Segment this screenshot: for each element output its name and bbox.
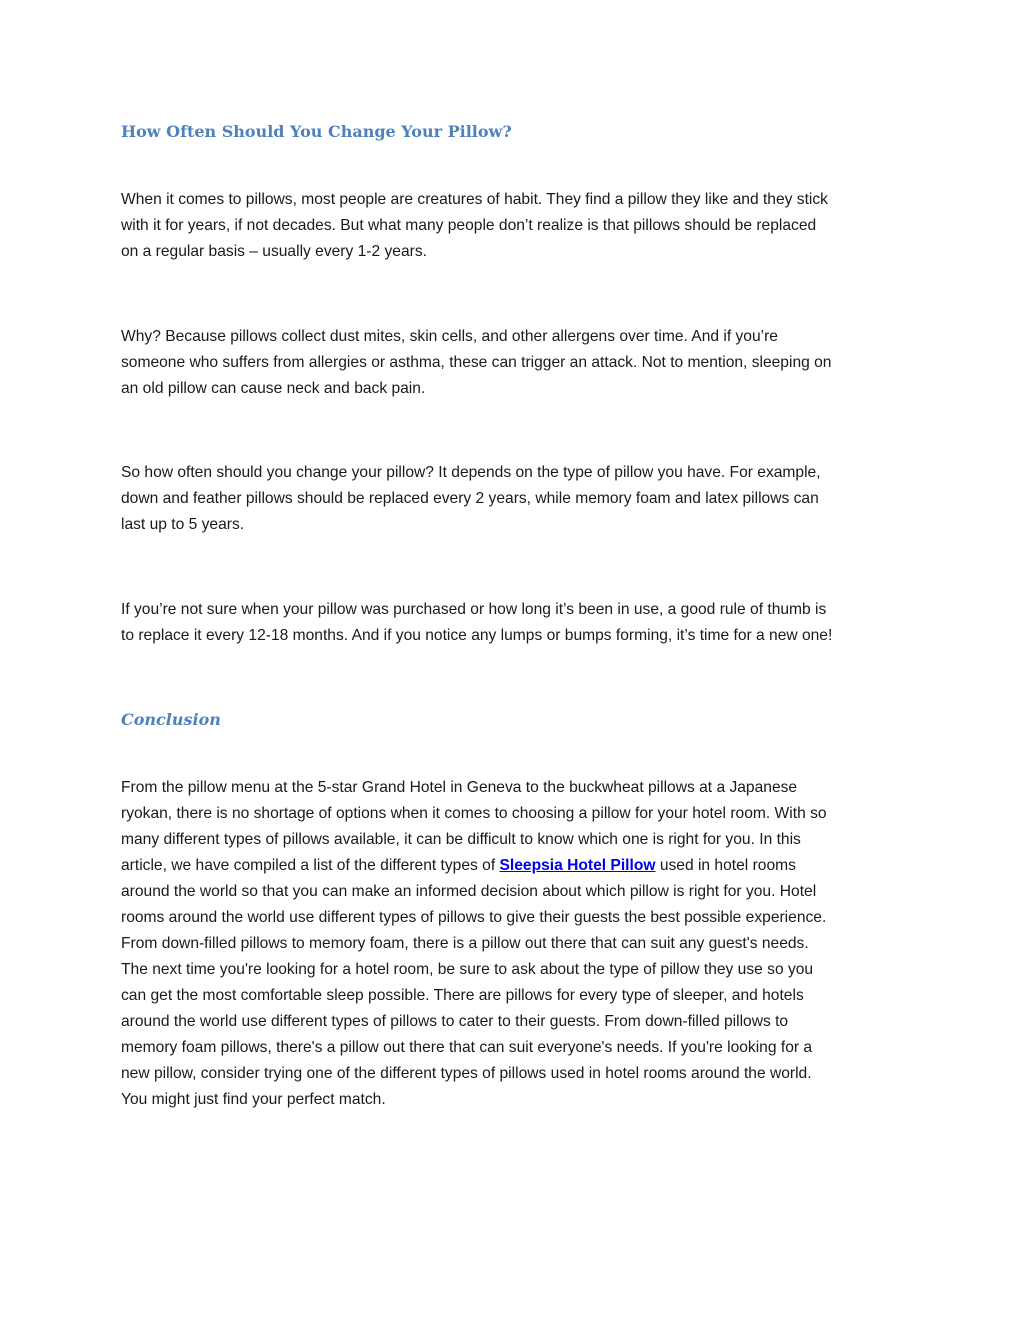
text-line: From down-filled pillows to memory foam, there is a pillow out there that can suit any guest's needs. (121, 935, 809, 952)
text-line: many different types of pillows available, it can be difficult to know which one is right for you. In this (121, 831, 801, 848)
text-line-with-link (121, 853, 911, 879)
sleepsia-hotel-pillow-link[interactable]: Sleepsia Hotel Pillow (499, 857, 656, 874)
article-title: How Often Should You Change Your Pillow? (121, 122, 512, 141)
paragraph-rule-of-thumb (121, 597, 911, 649)
text-line: You might just find your perfect match. (121, 1091, 386, 1108)
text-line: When it comes to pillows, most people are creatures of habit. They find a pillow they like and they stick (121, 191, 828, 208)
text-line: memory foam pillows, there's a pillow out there that can suit everyone's needs. If you're looking for a (121, 1039, 813, 1056)
text-line: ryokan, there is no shortage of options when it comes to choosing a pillow for your hotel room. With so (121, 805, 827, 822)
text-line: last up to 5 years. (121, 516, 245, 533)
text-line: can get the most comfortable sleep possible. There are pillows for every type of sleeper, and hotels (121, 987, 804, 1004)
text-line: around the world use different types of pillows to cater to their guests. From down-filled pillows to (121, 1013, 789, 1030)
text-line: If you’re not sure when your pillow was purchased or how long it’s been in use, a good rule of thumb is (121, 601, 827, 618)
text-line: an old pillow can cause neck and back pain. (121, 380, 426, 397)
text-line: The next time you're looking for a hotel room, be sure to ask about the type of pillow they use so you (121, 961, 814, 978)
link-suffix-text: used in hotel rooms (655, 857, 796, 874)
conclusion-heading: Conclusion (121, 710, 221, 729)
text-line: down and feather pillows should be replaced every 2 years, while memory foam and latex pillows can (121, 490, 819, 507)
text-line: So how often should you change your pillow? It depends on the type of pillow you have. For example, (121, 464, 821, 481)
paragraph-conclusion (121, 775, 911, 1113)
text-line: someone who suffers from allergies or asthma, these can trigger an attack. Not to mention, sleeping on (121, 354, 832, 371)
text-line: From the pillow menu at the 5-star Grand Hotel in Geneva to the buckwheat pillows at a Japanese (121, 779, 798, 796)
text-line: with it for years, if not decades. But what many people don’t realize is that pillows should be replaced (121, 217, 817, 234)
text-line: new pillow, consider trying one of the different types of pillows used in hotel rooms around the world. (121, 1065, 812, 1082)
text-line: Why? Because pillows collect dust mites, skin cells, and other allergens over time. And if you’re (121, 328, 778, 345)
paragraph-why (121, 324, 911, 402)
paragraph-how-often (121, 460, 911, 538)
text-line: to replace it every 12-18 months. And if you notice any lumps or bumps forming, it’s time for a new one! (121, 627, 833, 644)
text-line: around the world so that you can make an informed decision about which pillow is right for you. Hotel (121, 883, 817, 900)
text-line: on a regular basis – usually every 1-2 years. (121, 243, 427, 260)
paragraph-habit (121, 187, 911, 265)
link-prefix-text: article, we have compiled a list of the different types of (121, 857, 500, 874)
text-line: rooms around the world use different types of pillows to give their guests the best possible experience. (121, 909, 827, 926)
